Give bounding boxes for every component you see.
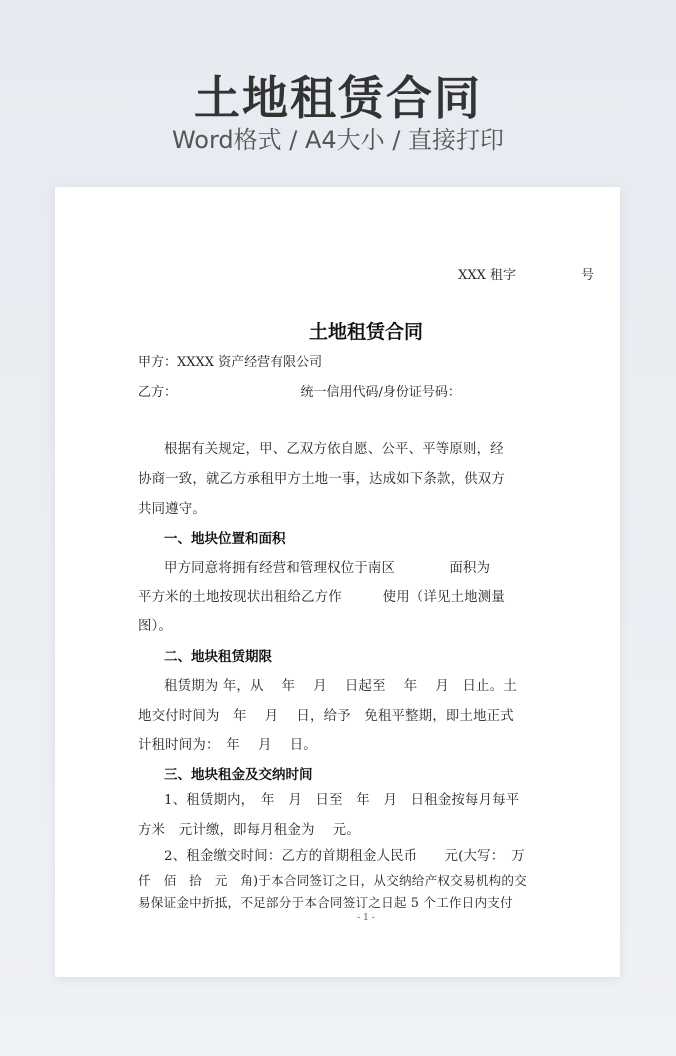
body-line: 地交付时间为 年 月 日，给予 免租平整期，即土地正式 — [138, 709, 514, 724]
body-line: 平方米的土地按现状出租给乙方作 使用（详见土地测量 — [138, 590, 505, 605]
hero-subtitle: Word格式 / A4大小 / 直接打印 — [171, 126, 505, 154]
document-number: XXX 租字 号 — [458, 268, 594, 283]
body-line: 租赁期为 年，从 年 月 日起至 年 月 日止。土 — [164, 679, 517, 694]
body-line: 甲方同意将拥有经营和管理权位于南区 面积为 — [164, 561, 491, 576]
section-heading: 一、地块位置和面积 — [164, 531, 286, 547]
body-line: 协商一致，就乙方承租甲方土地一事，达成如下条款，供双方 — [138, 472, 505, 487]
body-line: 方米 元计缴，即每月租金为 元。 — [138, 823, 360, 838]
document-title: 土地租赁合同 — [308, 321, 423, 343]
page-number: - 1 - — [357, 913, 375, 923]
body-line: 1、租赁期内， 年 月 日至 年 月 日租金按每月每平 — [164, 793, 520, 808]
body-line: 共同遵守。 — [138, 502, 206, 517]
hero-title: 土地租赁合同 — [194, 71, 482, 125]
body-line: 易保证金中折抵，不足部分于本合同签订之日起 5 个工作日内支付 — [138, 895, 513, 910]
body-line: 2、租金缴交时间：乙方的首期租金人民币 元(大写： 万 — [164, 849, 525, 864]
body-line: 仟 佰 拾 元 角)于本合同签订之日，从交纳给产权交易机构的交 — [138, 873, 527, 888]
party-b: 乙方： 统一信用代码/身份证号码： — [138, 385, 461, 400]
section-heading: 二、地块租赁期限 — [164, 649, 272, 665]
document-page — [55, 187, 620, 977]
body-line: 计租时间为： 年 月 日。 — [138, 738, 317, 753]
party-a: 甲方：XXXX 资产经营有限公司 — [138, 355, 323, 370]
section-heading: 三、地块租金及交纳时间 — [164, 767, 313, 783]
body-line: 图）。 — [138, 619, 173, 634]
body-line: 根据有关规定，甲、乙双方依自愿、公平、平等原则，经 — [164, 442, 504, 457]
